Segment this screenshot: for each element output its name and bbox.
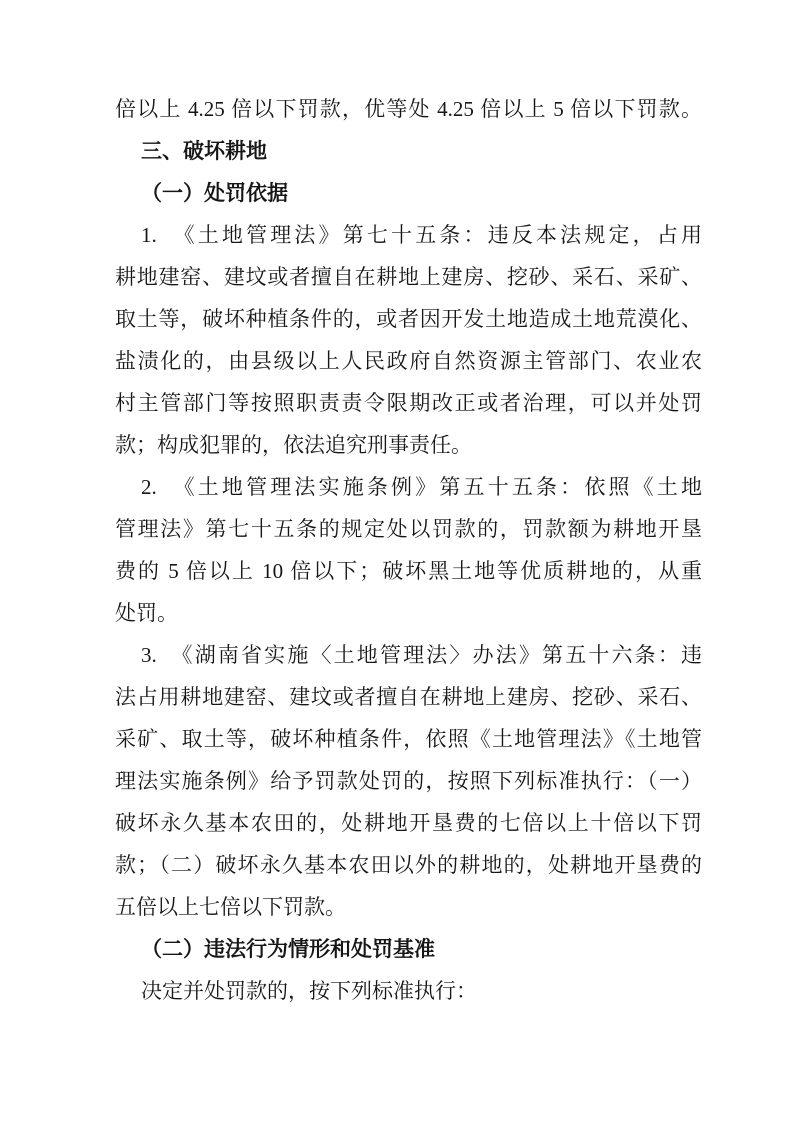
body-line: 3. 《湖南省实施〈土地管理法〉办法》第五十六条：违 [141, 643, 702, 667]
subsection-heading-penalty-basis [115, 172, 702, 214]
body-line: 盐渍化的，由县级以上人民政府自然资源主管部门、农业农 [115, 349, 702, 373]
body-line: 处罚。 [115, 601, 178, 625]
closing-paragraph [115, 970, 702, 1012]
body-line: 理法实施条例》给予罚款处罚的，按照下列标准执行：（一） [115, 769, 702, 793]
document-body [115, 88, 702, 1012]
body-line: 款；构成犯罪的，依法追究刑事责任。 [115, 433, 472, 457]
section-heading-damaging-farmland [115, 130, 702, 172]
body-line: 款；（二）破坏永久基本农田以外的耕地的，处耕地开垦费的 [115, 853, 702, 877]
body-line: 2. 《土地管理法实施条例》第五十五条：依照《土地 [141, 475, 702, 499]
heading-text: （二）违法行为情形和处罚基准 [141, 937, 435, 961]
body-line: 破坏永久基本农田的，处耕地开垦费的七倍以上十倍以下罚 [115, 811, 702, 835]
subsection-heading-penalty-benchmark [115, 928, 702, 970]
body-line: 管理法》第七十五条的规定处以罚款的，罚款额为耕地开垦 [115, 517, 702, 541]
heading-text: （一）处罚依据 [141, 181, 288, 205]
body-line: 1. 《土地管理法》第七十五条：违反本法规定，占用 [141, 223, 702, 247]
body-line: 决定并处罚款的，按下列标准执行： [141, 979, 477, 1003]
body-line: 耕地建窑、建坟或者擅自在耕地上建房、挖砂、采石、采矿、 [115, 265, 702, 289]
body-line: 采矿、取土等，破坏种植条件，依照《土地管理法》《土地管 [115, 727, 702, 751]
legal-paragraph-1 [115, 214, 702, 466]
paragraph-continuation [115, 88, 702, 130]
heading-text: 三、破坏耕地 [141, 139, 267, 163]
body-line: 费的 5 倍以上 10 倍以下；破坏黑土地等优质耕地的，从重 [115, 559, 702, 583]
body-line: 倍以上 4.25 倍以下罚款，优等处 4.25 倍以上 5 倍以下罚款。 [115, 97, 702, 121]
body-line: 取土等，破坏种植条件的，或者因开发土地造成土地荒漠化、 [115, 307, 702, 331]
body-line: 法占用耕地建窑、建坟或者擅自在耕地上建房、挖砂、采石、 [115, 685, 702, 709]
body-line: 五倍以上七倍以下罚款。 [115, 895, 346, 919]
legal-paragraph-3 [115, 634, 702, 928]
body-line: 村主管部门等按照职责责令限期改正或者治理，可以并处罚 [115, 391, 702, 415]
legal-paragraph-2 [115, 466, 702, 634]
